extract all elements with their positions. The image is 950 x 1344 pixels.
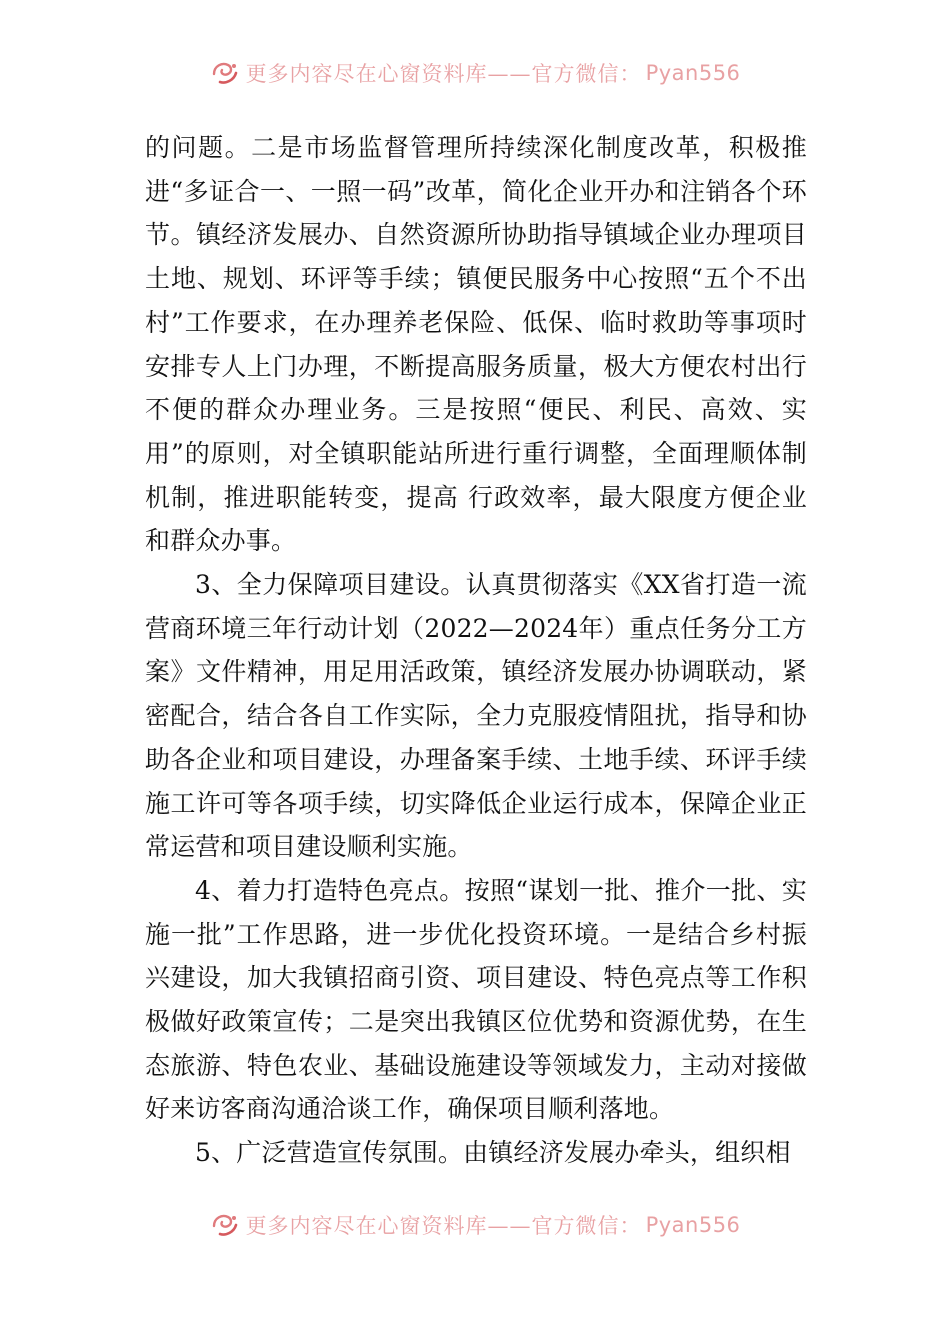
watermark-handle: Pyan556 <box>645 1213 741 1237</box>
watermark-header <box>0 56 950 90</box>
watermark-text: 更多内容尽在心窗资料库——官方微信： <box>245 1214 642 1238</box>
paragraph-2: 3、全力保障项目建设。认真贯彻落实《XX省打造一流营商环境三年行动计划（2022—2024年）重点任务分工方案》文件精神，用足用活政策，镇经济发展办协调联动，紧密配合，结合各自工作实际，全力克服疫情阻扰，指导和协助各企业和项目建设，办理备案手续、土地手续、环评手续施工许可等各项手续，切实降低企业运行成本，保障企业正常运营和项目建设顺利实施。 <box>145 570 807 862</box>
paragraph-3: 4、着力打造特色亮点。按照“谋划一批、推介一批、实施一批”工作思路，进一步优化投资环境。一是结合乡村振兴建设，加大我镇招商引资、项目建设、特色亮点等工作积极做好政策宣传；二是突出我镇区位优势和资源优势，在生态旅游、特色农业、基础设施建设等领域发力，主动对接做好来访客商沟通洽谈工作，确保项目顺利落地。 <box>145 875 807 1124</box>
paragraph-1: 的问题。二是市场监督管理所持续深化制度改革，积极推进“多证合一、一照一码”改革，简化企业开办和注销各个环节。镇经济发展办、自然资源所协助指导镇域企业办理项目土地、规划、环评等手续；镇便民服务中心按照“五个不出村”工作要求，在办理养老保险、低保、临时救助等事项时安排专人上门办理，不断提高服务质量，极大方便农村出行不便的群众办理业务。三是按照“便民、利民、高效、实用”的原则，对全镇职能站所进行重行调整，全面理顺体制机制，推进职能转变，提高 行政效率，最大限度方便企业和群众办事。 <box>145 133 807 556</box>
document-body <box>145 126 807 1175</box>
watermark-handle: Pyan556 <box>645 61 741 85</box>
watermark-text: 更多内容尽在心窗资料库——官方微信： <box>245 62 642 86</box>
paragraph-4: 5、广泛营造宣传氛围。由镇经济发展办牵头，组织相 <box>195 1138 791 1168</box>
watermark-logo-icon <box>210 1210 240 1240</box>
watermark-logo-icon <box>210 58 240 88</box>
watermark-footer <box>0 1208 950 1242</box>
